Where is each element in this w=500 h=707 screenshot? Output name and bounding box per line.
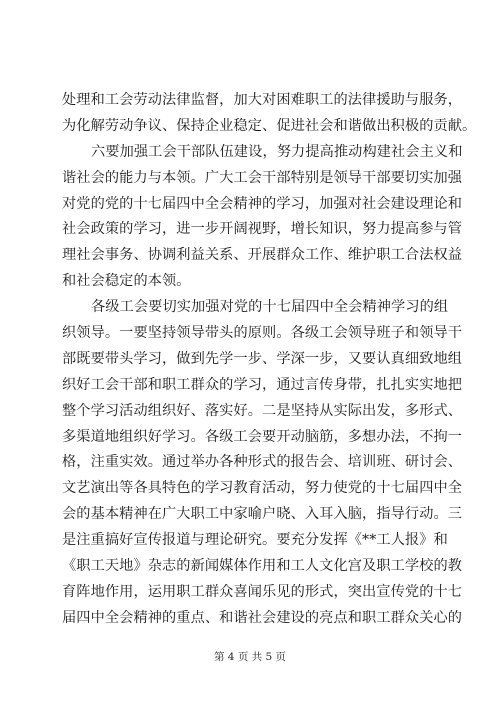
text-line: 整个学习活动组织好、落实好。二是坚持从实际出发，多形式、 [62, 402, 463, 419]
text-line: 处理和工会劳动法律监督，加大对困难职工的法律援助与服务， [62, 92, 463, 108]
text-line: 织好工会干部和职工群众的学习，通过言传身带，扎扎实实地把 [62, 376, 463, 393]
text-line: 多渠道地组织好学习。各级工会要开动脑筋，多想办法，不拘一 [62, 428, 463, 445]
document-body [62, 88, 477, 632]
page-footer [0, 650, 500, 664]
text-line: 会的基本精神在广大职工中家喻户晓、入耳入脑，指导行动。三 [62, 506, 463, 523]
text-line: 谐社会的能力与本领。广大工会干部特别是领导干部要切实加强 [62, 169, 463, 186]
text-line: 对党的党的十七届四中全会精神的学习，加强对社会建设理论和 [62, 195, 463, 212]
paragraph-start-line: 六要加强工会干部队伍建设，努力提高推动构建社会主义和 [91, 143, 463, 160]
text-line: 文艺演出等各具特色的学习教育活动，努力使党的十七届四中全 [62, 480, 463, 497]
text-line: 格，注重实效。通过举办各种形式的报告会、培训班、研讨会、 [62, 454, 463, 471]
text-line: 育阵地作用，运用职工群众喜闻乐见的形式，突出宣传党的十七 [62, 583, 463, 600]
text-line: 为化解劳动争议、保持企业稳定、促进社会和谐做出积极的贡献。 [62, 117, 477, 134]
paragraph-start-line: 各级工会要切实加强对党的十七届四中全会精神学习的组 [91, 299, 449, 316]
text-line: 理社会事务、协调利益关系、开展群众工作、维护职工合法权益 [62, 247, 463, 264]
text-line: 和社会稳定的本领。 [62, 273, 191, 290]
text-line: 社会政策的学习，进一步开阔视野，增长知识，努力提高参与管 [62, 221, 463, 238]
text-line: 是注重搞好宣传报道与理论研究。要充分发挥《**工人报》和 [62, 532, 448, 549]
text-line: 届四中全会精神的重点、和谐社会建设的亮点和职工群众关心的 [62, 609, 463, 626]
page-number-label: 第 4 页 共 5 页 [213, 651, 287, 663]
text-line: 织领导。一要坚持领导带头的原则。各级工会领导班子和领导干 [62, 325, 463, 342]
text-line: 部既要带头学习，做到先学一步、学深一步，又要认真细致地组 [62, 350, 463, 367]
text-line: 《职工天地》杂志的新闻媒体作用和工人文化宫及职工学校的教 [62, 558, 463, 575]
